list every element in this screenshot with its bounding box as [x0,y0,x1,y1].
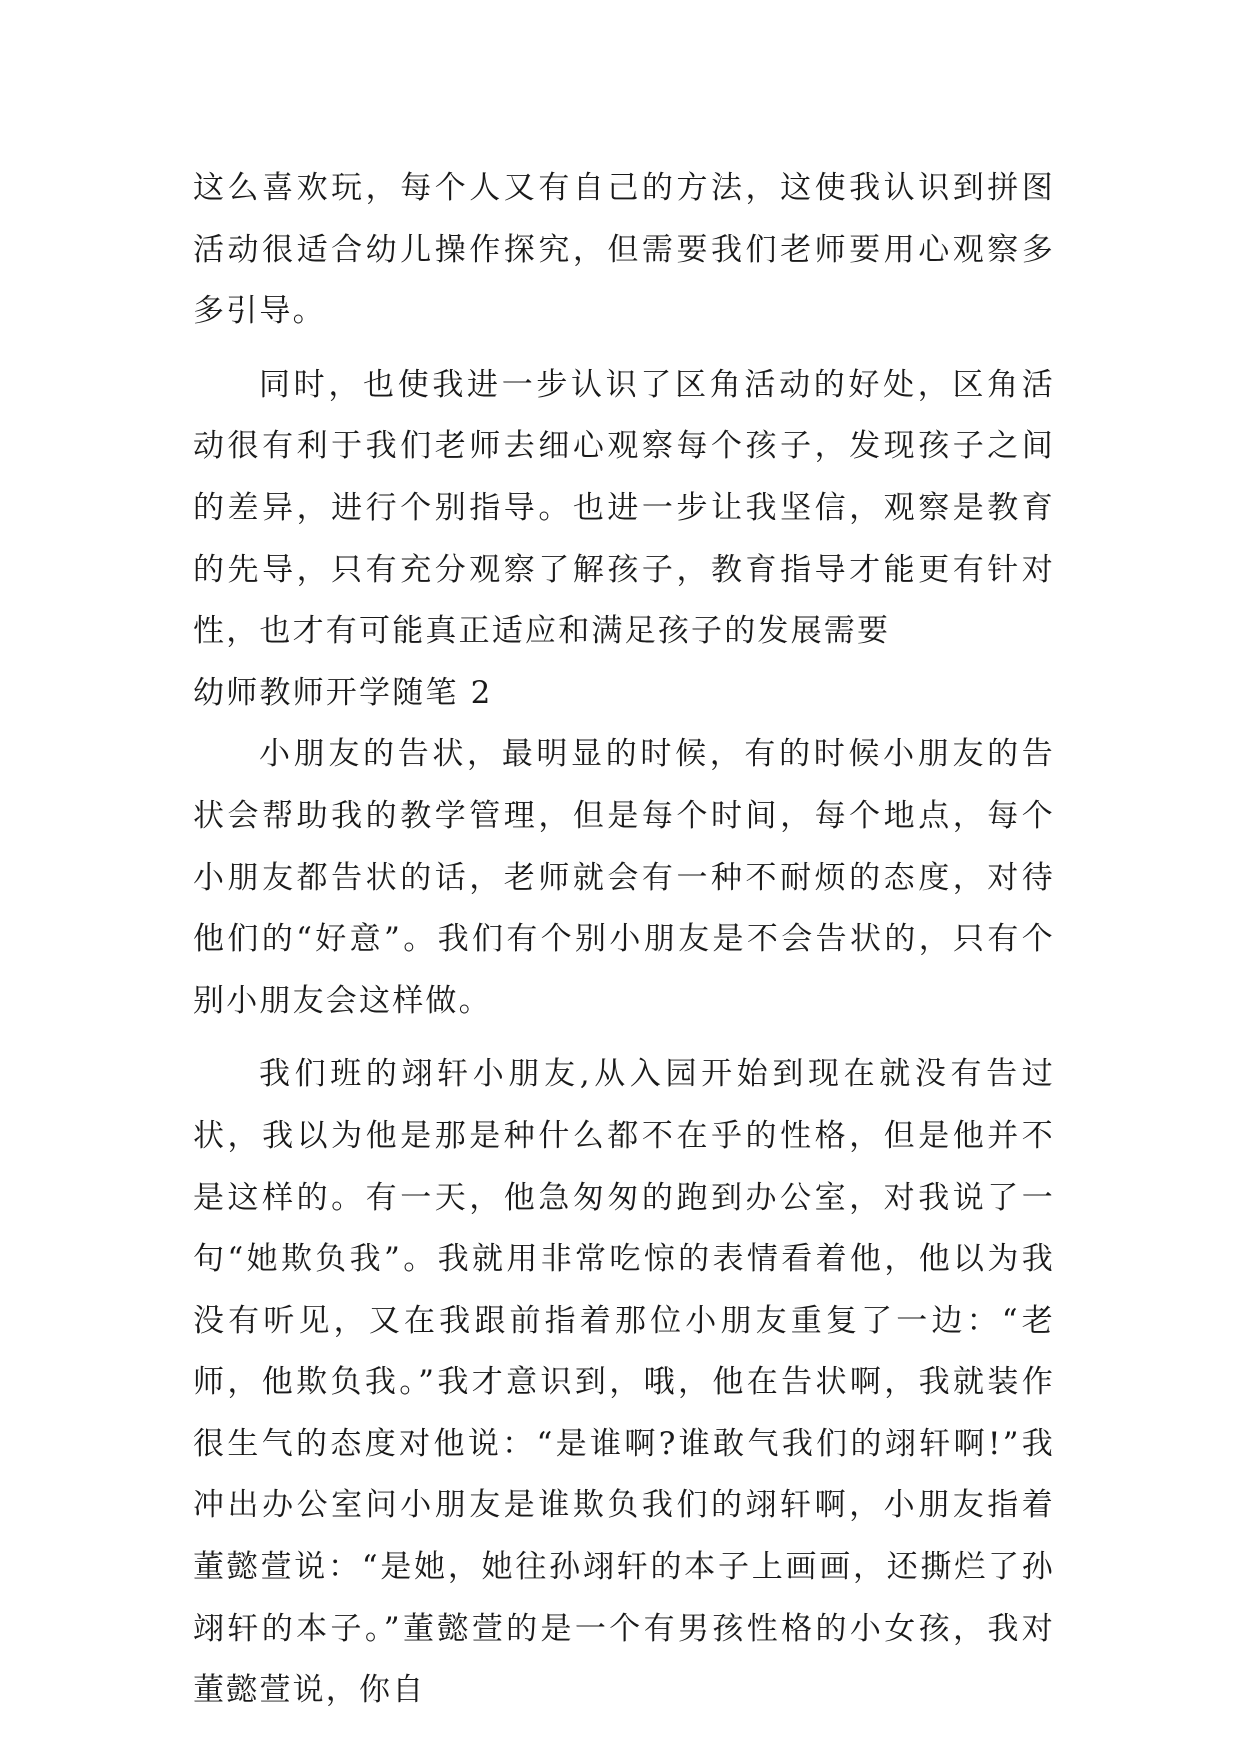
paragraph-gap [193,1032,1055,1044]
paragraph-gap [193,343,1055,355]
section-heading: 幼师教师开学随笔 2 [193,674,493,711]
document-body [193,158,1055,1722]
paragraph-1: 这么喜欢玩，每个人又有自己的方法，这使我认识到拼图活动很适合幼儿操作探究，但需要我们老师要用心观察多多引导。 [193,170,1055,330]
paragraph-2: 同时，也使我进一步认识了区角活动的好处，区角活动很有利于我们老师去细心观察每个孩子，发现孩子之间的差异，进行个别指导。也进一步让我坚信，观察是教育的先导，只有充分观察了解孩子，教育指导才能更有针对性，也才有可能真正适应和满足孩子的发展需要 [193,366,1055,650]
paragraph-3: 小朋友的告状，最明显的时候，有的时候小朋友的告状会帮助我的教学管理，但是每个时间，每个地点，每个小朋友都告状的话，老师就会有一种不耐烦的态度，对待他们的“好意”。我们有个别小朋友是不会告状的，只有个别小朋友会这样做。 [193,736,1055,1019]
paragraph-4: 我们班的翊轩小朋友,从入园开始到现在就没有告过状，我以为他是那是种什么都不在乎的性格，但是他并不是这样的。有一天，他急匆匆的跑到办公室，对我说了一句“她欺负我”。我就用非常吃惊的表情看着他，他以为我没有听见，又在我跟前指着那位小朋友重复了一边：“老师，他欺负我。”我才意识到，哦，他在告状啊，我就装作很生气的态度对他说：“是谁啊?谁敢气我们的翊轩啊!”我冲出办公室问小朋友是谁欺负我们的翊轩啊，小朋友指着董懿萱说：“是她，她往孙翊轩的本子上画画，还撕烂了孙翊轩的本子。”董懿萱的是一个有男孩性格的小女孩，我对董懿萱说，你自 [193,1056,1055,1709]
